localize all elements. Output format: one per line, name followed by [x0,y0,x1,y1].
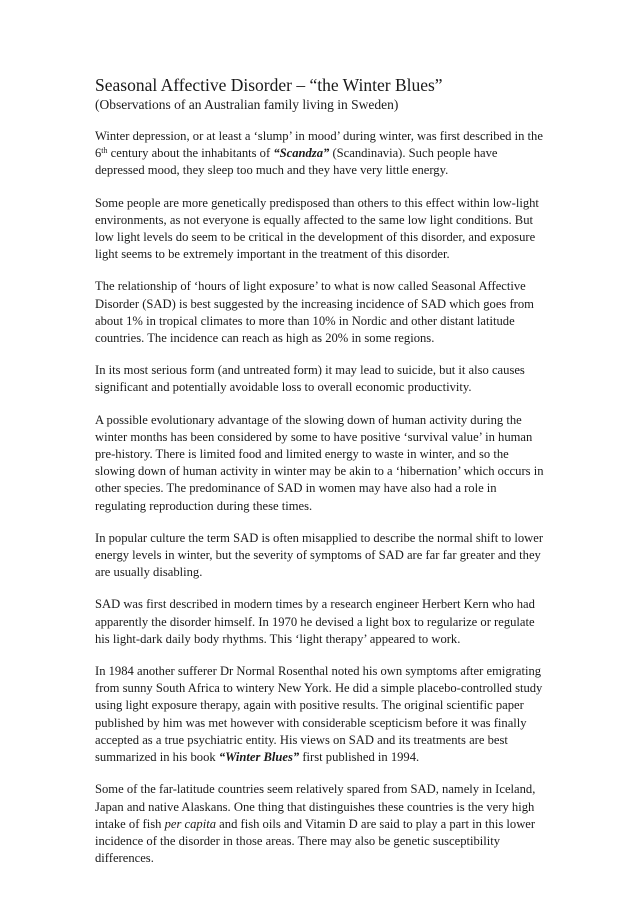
paragraph-2: Some people are more genetically predisposed than others to this effect within low-light environments, as not everyone is equally affected to the same low light conditions. But low light levels do seem to be critical in the development of this disorder, and exposure light seems to be extremely important in the treatment of this disorder. [95,195,539,262]
paragraph-8 [95,663,546,766]
paragraph-1 [95,128,546,180]
paragraph-7: SAD was first described in modern times by a research engineer Herbert Kern who had apparently the disorder himself. In 1970 he devised a light box to regularize or regulate his light-dark daily body rhythms. This ‘light therapy’ appeared to work. [95,597,535,646]
document-title: Seasonal Affective Disorder – “the Winter Blues” [95,75,443,95]
paragraph-text: In 1984 another sufferer Dr Normal Rosenthal noted his own symptoms after emigrating from sunny South Africa to wintery New York. He did a simple placebo-controlled study using light exposure therapy, again with positive results. The original scientific paper published by him was met however with considerable scepticism before it was finally accepted as a true psychiatric entity. His views on SAD and its treatments are best summarized in his book [95,664,543,765]
paragraph-4: In its most serious form (and untreated form) it may lead to suicide, but it also causes significant and potentially avoidable loss to overall economic productivity. [95,363,525,395]
paragraph-6: In popular culture the term SAD is often misapplied to describe the normal shift to lower energy levels in winter, but the severity of symptoms of SAD are far far greater and they are usually disabling. [95,530,544,580]
superscript: th [101,146,108,156]
paragraph-5: A possible evolutionary advantage of the slowing down of human activity during the winter months has been considered by some to have positive ‘survival value’ in human pre-history. There is limited food and limited energy to waste in winter, and so the slowing down of human activity in winter may be akin to a ‘hibernation’ which occurs in other species. The predominance of SAD in women may have also had a role in regulating reproduction during these times. [95,412,544,513]
paragraph-text: first published in 1994. [299,750,420,765]
document-subtitle: (Observations of an Australian family living in Sweden) [95,97,399,112]
emphasis-book-title: “Winter Blues” [218,750,300,765]
paragraph-text: Winter depression, or at least a ‘slump’ in mood’ during winter, was first described in the 6 [95,129,543,161]
emphasis-scandza: “Scandza” [273,146,330,161]
paragraph-text: and fish oils and Vitamin D are said to play a part in this lower incidence of the disorder in those areas. There may also be genetic susceptibility differences. [95,816,536,866]
paragraph-3: The relationship of ‘hours of light exposure’ to what is now called Seasonal Affective Disorder (SAD) is best suggested by the increasing incidence of SAD which goes from about 1% in tropical climates to more than 10% in Nordic and other distant latitude countries. The incidence can reach as high as 20% in some regions. [95,279,534,346]
paragraph-9 [95,781,546,867]
emphasis-per-capita: per capita [164,816,217,831]
paragraph-text: (Scandinavia). Such people have depressed mood, they sleep too much and they have very little energy. [95,146,498,178]
paragraph-text: Some of the far-latitude countries seem relatively spared from SAD, namely in Iceland, Japan and native Alaskans. One thing that distinguishes these countries is the very high intake of fish [95,782,536,831]
paragraph-text: century about the inhabitants of [107,146,274,161]
